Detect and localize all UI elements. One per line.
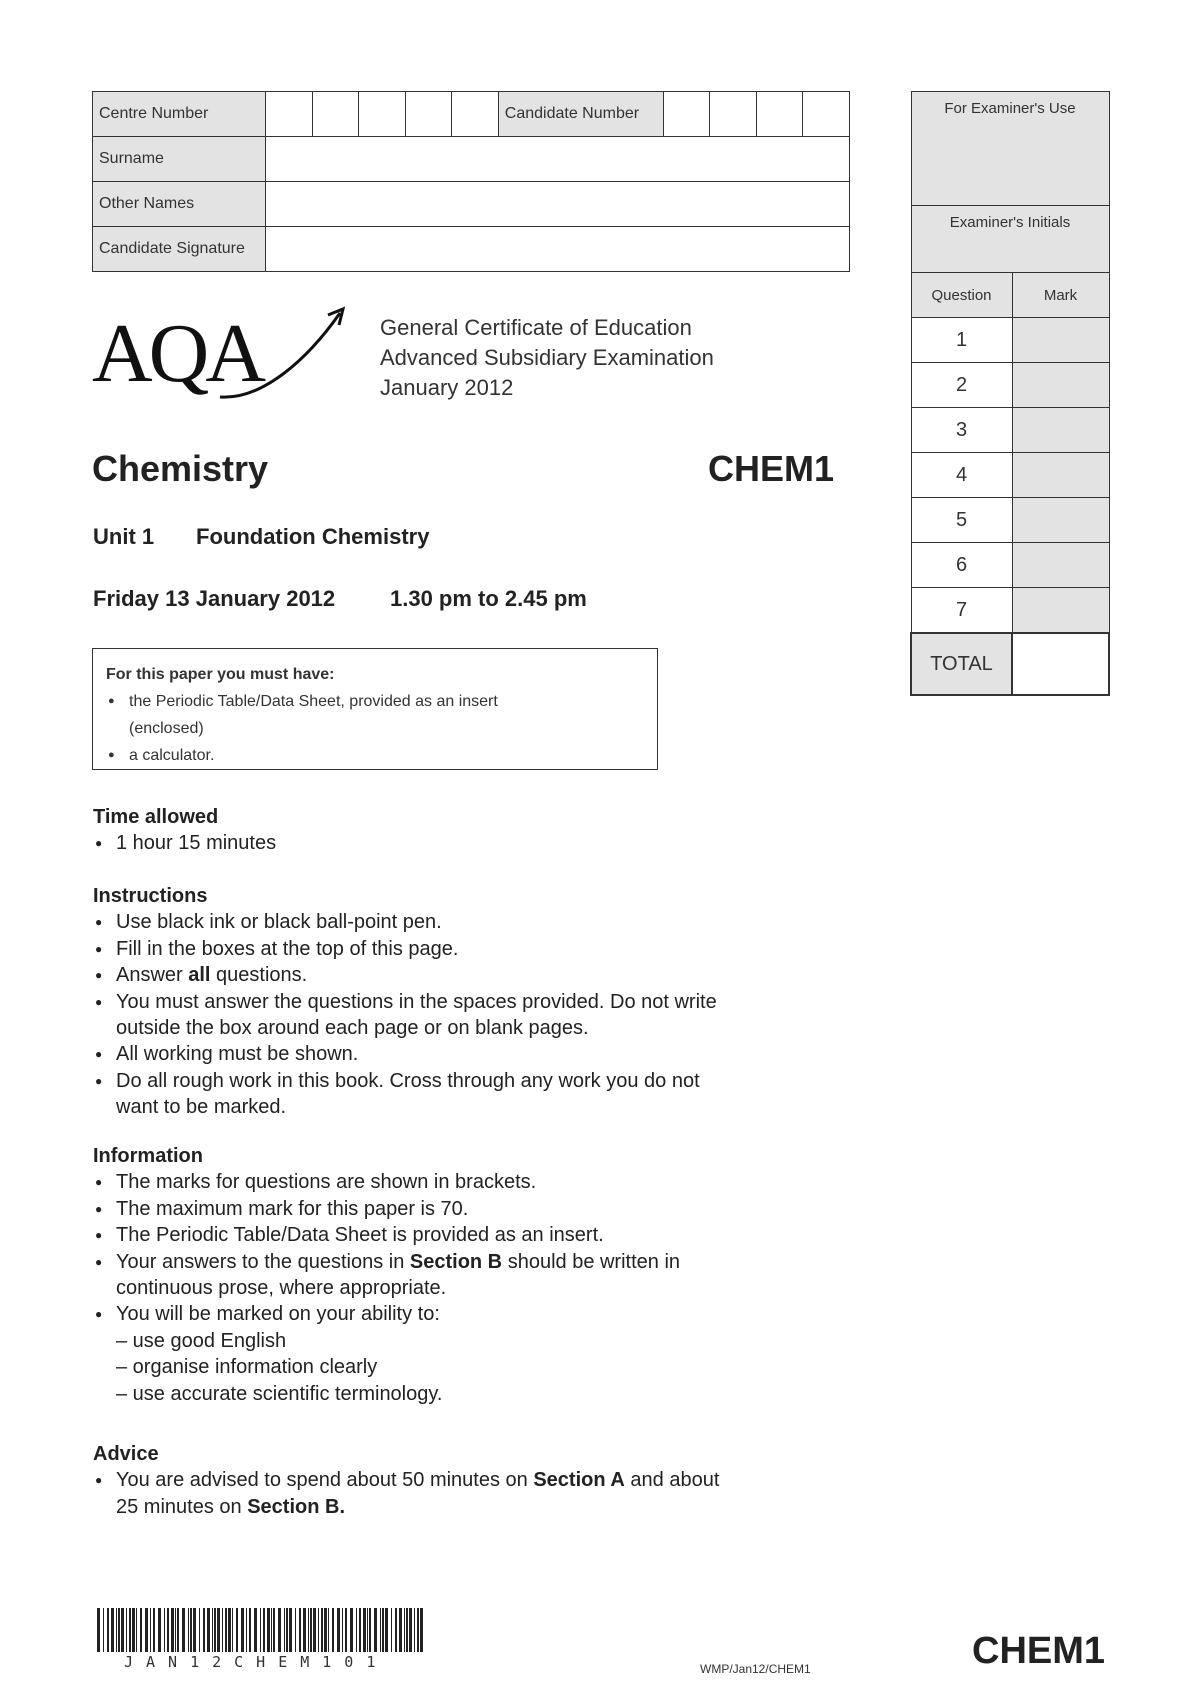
barcode-bar (310, 1608, 312, 1652)
information-text: continuous prose, where appropriate. (116, 1277, 447, 1300)
instruction-item (93, 989, 833, 1042)
information-emphasis: Section B (409, 1250, 503, 1273)
barcode-bar (111, 1608, 114, 1652)
barcode-bar (182, 1608, 185, 1652)
exam-info (380, 313, 714, 403)
barcode-bar (228, 1608, 231, 1652)
instruction-item (93, 1068, 833, 1121)
barcode-bar (246, 1608, 247, 1652)
unit-title: Foundation Chemistry (196, 524, 430, 549)
examiner-use-table (910, 91, 1110, 696)
information-text: Your answers to the questions in (116, 1250, 410, 1273)
barcode-bar (303, 1608, 306, 1652)
candidate-number-box-1[interactable] (663, 92, 710, 137)
barcode-bar (254, 1608, 257, 1652)
barcode-bar (273, 1608, 275, 1652)
advice-text: 25 minutes on (116, 1495, 248, 1518)
instructions-section (93, 883, 833, 1121)
mark-cell[interactable] (1012, 408, 1109, 453)
barcode-bar (116, 1608, 117, 1652)
total-mark-cell[interactable] (1012, 633, 1109, 695)
barcode-bar (359, 1608, 361, 1652)
question-header: Question (911, 273, 1012, 318)
mark-cell[interactable] (1012, 588, 1109, 634)
information-item: ● The maximum mark for this paper is 70. (93, 1196, 833, 1222)
barcode-bar (188, 1608, 189, 1652)
barcode-bar (212, 1608, 213, 1652)
advice-item (93, 1467, 833, 1520)
barcode-bar (406, 1608, 408, 1652)
barcode-bar (356, 1608, 357, 1652)
barcode-bar (313, 1608, 316, 1652)
aqa-logo (92, 305, 352, 410)
advice-text: and about (624, 1469, 720, 1492)
barcode-bar (175, 1608, 176, 1652)
instruction-text: questions. (210, 964, 308, 987)
footer-paper-code: CHEM1 (972, 1630, 1106, 1672)
barcode-bar (395, 1608, 397, 1652)
question-number: 6 (911, 543, 1012, 588)
ability-item: – use accurate scientific terminology. (116, 1382, 443, 1405)
barcode-bar (107, 1608, 109, 1652)
barcode-bar (337, 1608, 340, 1652)
candidate-number-box-2[interactable] (710, 92, 757, 137)
subject-title: Chemistry (92, 448, 269, 489)
mark-cell[interactable] (1012, 543, 1109, 588)
information-item: ● The Periodic Table/Data Sheet is provided as an insert. (93, 1222, 833, 1248)
advice-emphasis: Section A (533, 1469, 625, 1492)
aqa-swoosh-icon (212, 305, 352, 410)
barcode-text: JAN12CHEM101 (124, 1653, 389, 1671)
centre-number-box-4[interactable] (405, 92, 452, 137)
barcode-bar (350, 1608, 353, 1652)
materials-item: ● a calculator. (106, 742, 644, 769)
ability-item: – use good English (116, 1329, 287, 1352)
instruction-text: You must answer the questions in the spaces provided. Do not write (116, 990, 717, 1013)
ability-item: – organise information clearly (116, 1356, 378, 1379)
barcode-bar (171, 1608, 174, 1652)
barcode (97, 1608, 427, 1652)
instructions-heading: Instructions (93, 885, 208, 907)
information-item: ● You will be marked on your ability to: (93, 1301, 833, 1327)
barcode-bar (177, 1608, 179, 1652)
question-number: 1 (911, 318, 1012, 363)
instruction-item: ● All working must be shown. (93, 1041, 833, 1067)
advice-emphasis: Section B. (247, 1495, 345, 1518)
barcode-bar (328, 1608, 329, 1652)
barcode-bar (332, 1608, 334, 1652)
exam-session: January 2012 (380, 375, 514, 400)
barcode-bar (404, 1608, 405, 1652)
barcode-bar (267, 1608, 270, 1652)
information-section (93, 1143, 833, 1407)
exam-qualification: General Certificate of Education (380, 315, 692, 340)
barcode-bar (129, 1608, 131, 1652)
information-item: ● The marks for questions are shown in brackets. (93, 1169, 833, 1195)
barcode-bar (190, 1608, 192, 1652)
barcode-bar (367, 1608, 368, 1652)
barcode-bar (103, 1608, 104, 1652)
barcode-bar (260, 1608, 261, 1652)
barcode-bar (299, 1608, 301, 1652)
barcode-bar (263, 1608, 265, 1652)
barcode-bar (295, 1608, 296, 1652)
barcode-bar (126, 1608, 127, 1652)
barcode-bar (308, 1608, 309, 1652)
instruction-item: ● Fill in the boxes at the top of this page. (93, 936, 833, 962)
instruction-emphasis: all (188, 964, 211, 987)
barcode-bar (97, 1608, 100, 1652)
candidate-signature-field[interactable] (266, 227, 850, 272)
barcode-bar (140, 1608, 142, 1652)
materials-box (92, 648, 658, 770)
barcode-bar (222, 1608, 223, 1652)
advice-heading: Advice (93, 1443, 159, 1465)
barcode-bar (318, 1608, 319, 1652)
barcode-bar (153, 1608, 155, 1652)
barcode-bar (225, 1608, 227, 1652)
information-heading: Information (93, 1145, 203, 1167)
candidate-details-table (92, 91, 850, 272)
barcode-bar (121, 1608, 124, 1652)
barcode-bar (385, 1608, 388, 1652)
instruction-item (93, 962, 833, 988)
time-allowed-heading: Time allowed (93, 806, 219, 828)
barcode-bar (214, 1608, 216, 1652)
information-item (93, 1249, 833, 1302)
barcode-icon (97, 1608, 427, 1652)
barcode-bar (342, 1608, 343, 1652)
instruction-item: ● Use black ink or black ball-point pen. (93, 909, 833, 935)
surname-field[interactable] (266, 137, 850, 182)
mark-cell[interactable] (1012, 498, 1109, 543)
barcode-bar (420, 1608, 423, 1652)
barcode-bar (286, 1608, 288, 1652)
barcode-bar (382, 1608, 384, 1652)
question-number: 2 (911, 363, 1012, 408)
barcode-bar (150, 1608, 151, 1652)
barcode-bar (380, 1608, 381, 1652)
time-allowed-section (93, 804, 833, 857)
barcode-bar (164, 1608, 165, 1652)
barcode-bar (136, 1608, 137, 1652)
question-number: 4 (911, 453, 1012, 498)
barcode-bar (249, 1608, 251, 1652)
instruction-text: Answer (116, 964, 189, 987)
barcode-bar (118, 1608, 120, 1652)
barcode-bar (145, 1608, 148, 1652)
exam-date: Friday 13 January 2012 (93, 586, 336, 611)
examiners-initials-label: Examiner's Initials (911, 206, 1109, 273)
barcode-bar (193, 1608, 196, 1652)
unit-number: Unit 1 (93, 524, 155, 549)
paper-code: CHEM1 (708, 448, 835, 489)
other-names-label: Other Names (93, 182, 266, 227)
information-text: should be written in (502, 1250, 681, 1273)
barcode-bar (207, 1608, 210, 1652)
candidate-signature-label: Candidate Signature (93, 227, 266, 272)
barcode-bar (132, 1608, 135, 1652)
materials-item (106, 688, 644, 742)
surname-label: Surname (93, 137, 266, 182)
barcode-bar (203, 1608, 205, 1652)
for-examiners-use-label: For Examiner's Use (911, 92, 1109, 206)
barcode-bar (369, 1608, 371, 1652)
mark-cell[interactable] (1012, 318, 1109, 363)
candidate-number-box-4[interactable] (803, 92, 850, 137)
materials-item-text: the Periodic Table/Data Sheet, provided as an insert (129, 693, 498, 710)
advice-section (93, 1441, 833, 1520)
barcode-bar (289, 1608, 292, 1652)
mark-cell[interactable] (1012, 363, 1109, 408)
barcode-bar (232, 1608, 233, 1652)
total-label: TOTAL (911, 633, 1012, 695)
question-number: 3 (911, 408, 1012, 453)
centre-number-box-2[interactable] (312, 92, 359, 137)
instruction-text: outside the box around each page or on blank pages. (116, 1017, 589, 1040)
barcode-bar (158, 1608, 161, 1652)
time-allowed-item: ● 1 hour 15 minutes (93, 830, 833, 856)
barcode-bar (414, 1608, 415, 1652)
barcode-bar (199, 1608, 200, 1652)
centre-number-label: Centre Number (93, 92, 266, 137)
mark-cell[interactable] (1012, 453, 1109, 498)
candidate-number-label: Candidate Number (498, 92, 663, 137)
barcode-bar (391, 1608, 392, 1652)
instruction-text: want to be marked. (116, 1096, 287, 1119)
barcode-bar (374, 1608, 377, 1652)
barcode-bar (217, 1608, 220, 1652)
centre-number-box-1[interactable] (266, 92, 313, 137)
advice-text: You are advised to spend about 50 minutes on (116, 1469, 534, 1492)
materials-heading: For this paper you must have: (106, 666, 335, 683)
barcode-bar (241, 1608, 244, 1652)
barcode-bar (409, 1608, 412, 1652)
barcode-bar (278, 1608, 281, 1652)
question-number: 5 (911, 498, 1012, 543)
barcode-bar (321, 1608, 323, 1652)
aqa-logo-text: AQA (92, 307, 262, 400)
centre-number-box-3[interactable] (359, 92, 406, 137)
barcode-bar (417, 1608, 419, 1652)
centre-number-box-5[interactable] (452, 92, 499, 137)
barcode-bar (271, 1608, 272, 1652)
barcode-bar (363, 1608, 366, 1652)
barcode-bar (399, 1608, 402, 1652)
barcode-bar (167, 1608, 169, 1652)
barcode-bar (324, 1608, 327, 1652)
materials-item-text: (enclosed) (129, 720, 204, 737)
paper-reference: WMP/Jan12/CHEM1 (700, 1662, 811, 1676)
candidate-number-box-3[interactable] (756, 92, 803, 137)
mark-header: Mark (1012, 273, 1109, 318)
exam-level: Advanced Subsidiary Examination (380, 345, 714, 370)
instruction-text: Do all rough work in this book. Cross through any work you do not (116, 1069, 700, 1092)
exam-time: 1.30 pm to 2.45 pm (390, 586, 587, 611)
barcode-bar (284, 1608, 285, 1652)
barcode-bar (236, 1608, 238, 1652)
other-names-field[interactable] (266, 182, 850, 227)
question-number: 7 (911, 588, 1012, 634)
barcode-bar (345, 1608, 347, 1652)
